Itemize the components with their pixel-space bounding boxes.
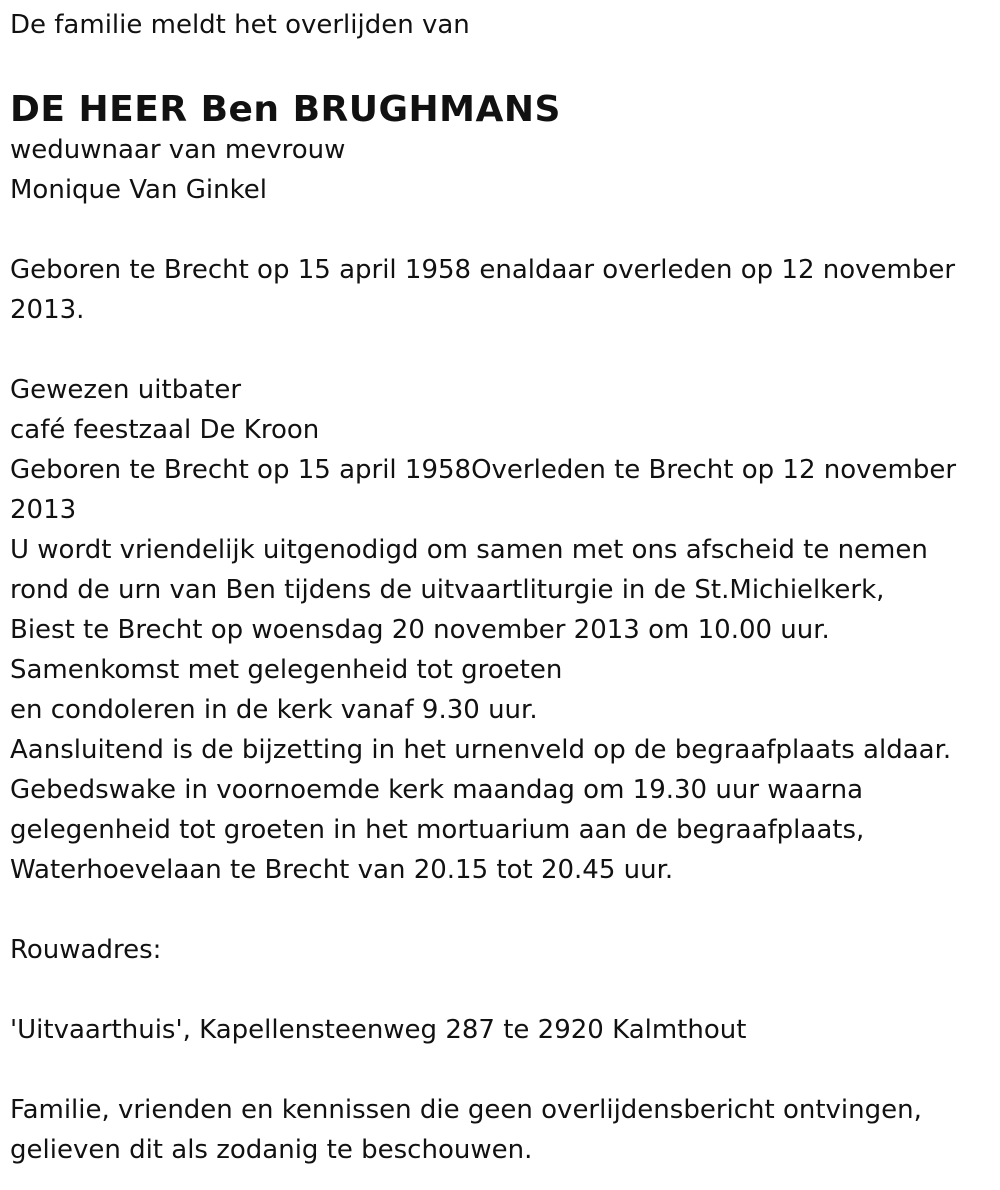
spacer — [10, 330, 985, 370]
closing-line-2: gelieven dit als zodanig te beschouwen. — [10, 1135, 533, 1165]
occupation-line-1: Gewezen uitbater — [10, 375, 242, 405]
service-line: en condoleren in de kerk vanaf 9.30 uur. — [10, 695, 538, 725]
service-line: Biest te Brecht op woensdag 20 november 2013 om 10.00 uur. — [10, 615, 830, 645]
relation-line-1: weduwnaar van mevrouw — [10, 135, 346, 165]
intro-text: De familie meldt het overlijden van — [10, 10, 470, 40]
obituary-notice — [10, 0, 985, 1170]
address-label: Rouwadres: — [10, 935, 162, 965]
spacer — [10, 1050, 985, 1090]
deceased-name: DE HEER Ben BRUGHMANS — [10, 89, 561, 130]
birth-death-alt-line-2: 2013 — [10, 495, 77, 525]
spacer — [10, 970, 985, 1010]
service-line: gelegenheid tot groeten in het mortuarium aan de begraafplaats, — [10, 815, 865, 845]
birth-death-line-2: 2013. — [10, 295, 85, 325]
service-line: rond de urn van Ben tijdens de uitvaartliturgie in de St.Michielkerk, — [10, 575, 885, 605]
birth-death-alt-line-1: Geboren te Brecht op 15 april 1958Overleden te Brecht op 12 november — [10, 455, 957, 485]
service-line: U wordt vriendelijk uitgenodigd om samen met ons afscheid te nemen — [10, 535, 928, 565]
spacer — [10, 210, 985, 250]
service-line: Aansluitend is de bijzetting in het urnenveld op de begraafplaats aldaar. — [10, 735, 952, 765]
spacer — [10, 890, 985, 930]
address-text: 'Uitvaarthuis', Kapellensteenweg 287 te 2920 Kalmthout — [10, 1015, 747, 1045]
closing-line-1: Familie, vrienden en kennissen die geen overlijdensbericht ontvingen, — [10, 1095, 922, 1125]
birth-death-line-1: Geboren te Brecht op 15 april 1958 enaldaar overleden op 12 november — [10, 255, 956, 285]
occupation-line-2: café feestzaal De Kroon — [10, 415, 320, 445]
service-line: Waterhoevelaan te Brecht van 20.15 tot 20.45 uur. — [10, 855, 674, 885]
relation-line-2: Monique Van Ginkel — [10, 175, 267, 205]
service-line: Samenkomst met gelegenheid tot groeten — [10, 655, 563, 685]
service-line: Gebedswake in voornoemde kerk maandag om 19.30 uur waarna — [10, 775, 864, 805]
